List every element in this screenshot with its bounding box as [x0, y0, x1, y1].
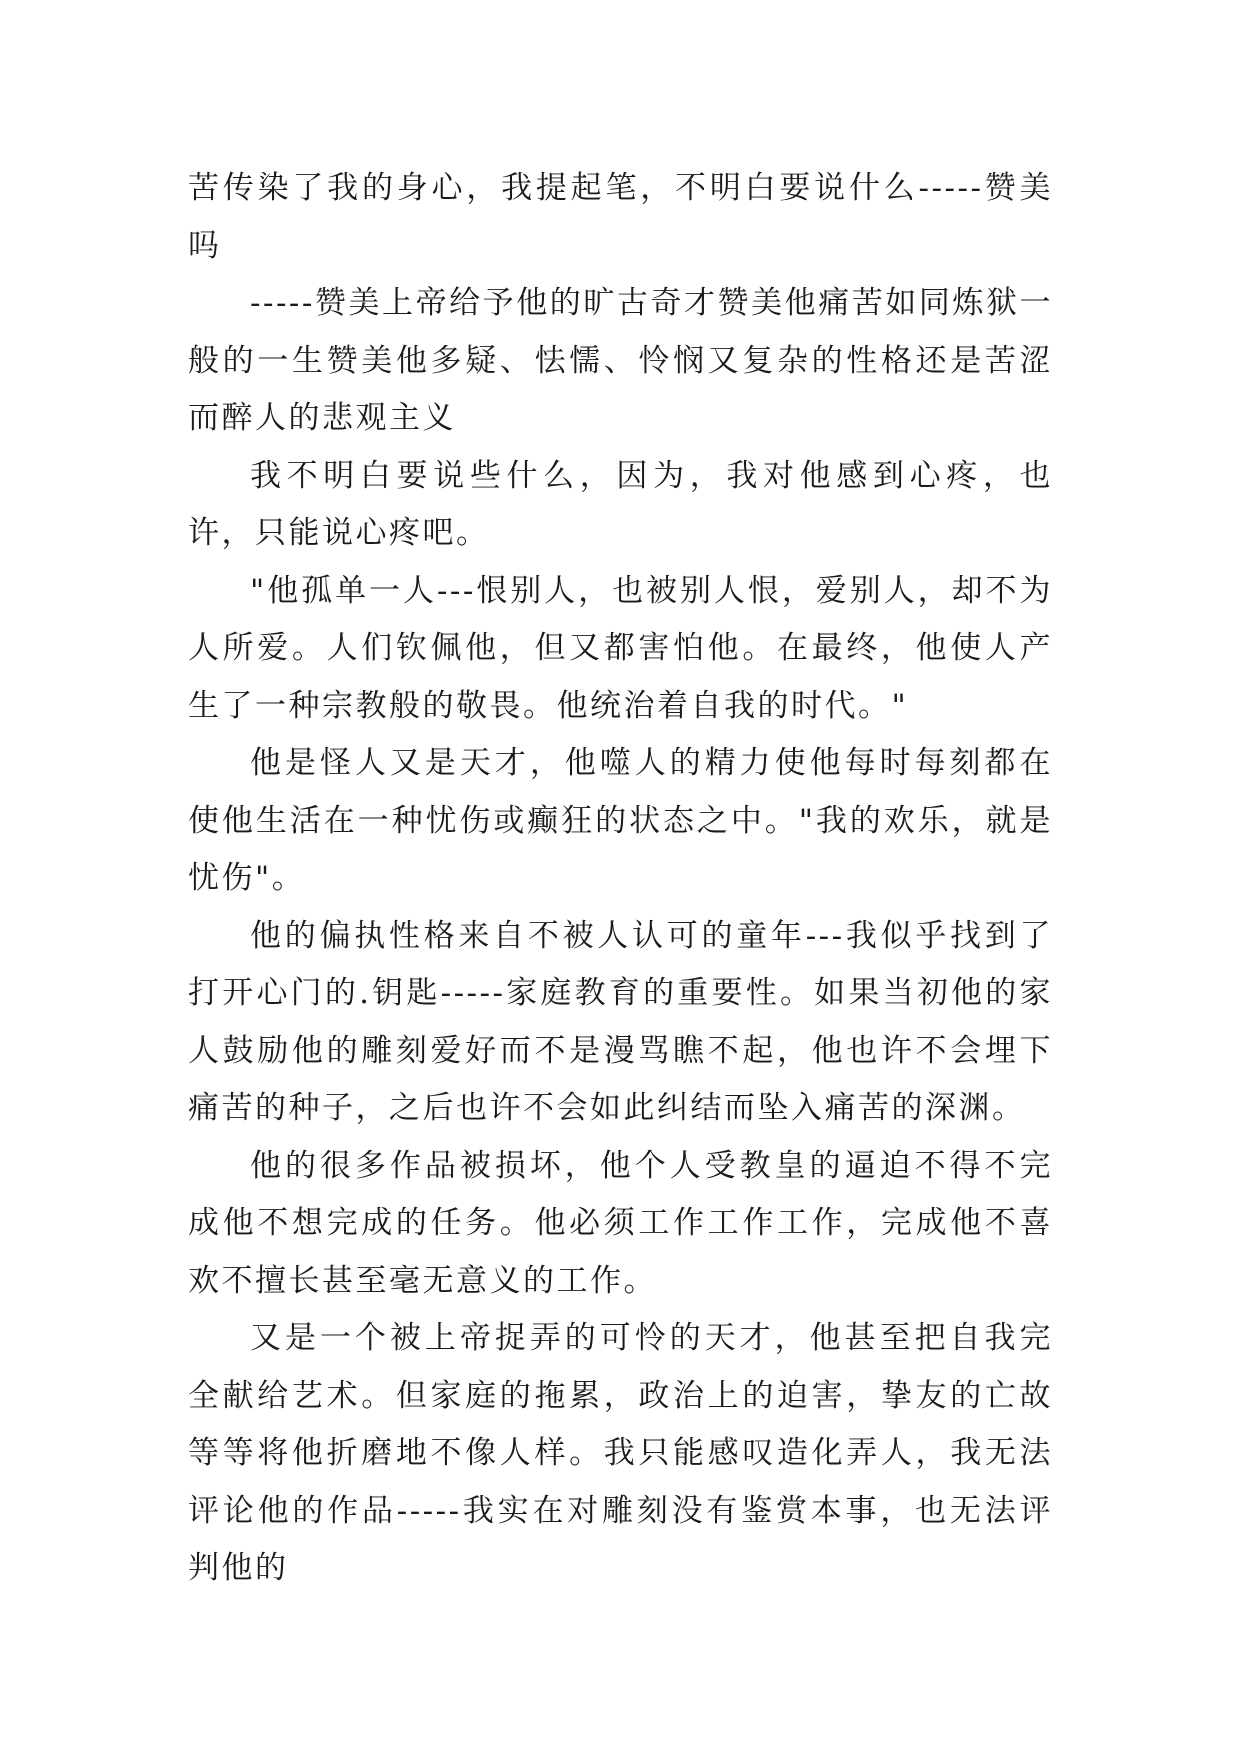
paragraph-1: 苦传染了我的身心，我提起笔，不明白要说什么-----赞美吗 — [188, 170, 1053, 264]
paragraph-5: 他是怪人又是天才，他噬人的精力使他每时每刻都在使他生活在一种忧伤或癫狂的状态之中。"我的欢乐，就是忧伤"。 — [188, 745, 1053, 896]
paragraph-7: 他的很多作品被损坏，他个人受教皇的逼迫不得不完成他不想完成的任务。他必须工作工作工作，完成他不喜欢不擅长甚至毫无意义的工作。 — [188, 1147, 1053, 1299]
paragraph-2: -----赞美上帝给予他的旷古奇才赞美他痛苦如同炼狱一般的一生赞美他多疑、怯懦、怜悯又复杂的性格还是苦涩而醉人的悲观主义 — [188, 285, 1053, 436]
paragraph-4: "他孤单一人---恨别人，也被别人恨，爱别人，却不为人所爱。人们钦佩他，但又都害怕他。在最终，他使人产生了一种宗教般的敬畏。他统治着自我的时代。" — [188, 572, 1053, 724]
body-text — [188, 160, 1053, 1598]
paragraph-6: 他的偏执性格来自不被人认可的童年---我似乎找到了打开心门的.钥匙-----家庭教育的重要性。如果当初他的家人鼓励他的雕刻爱好而不是漫骂瞧不起，他也许不会埋下痛苦的种子，之后也许不会如此纠结而坠入痛苦的深渊。 — [188, 917, 1053, 1126]
paragraph-3: 我不明白要说些什么，因为，我对他感到心疼，也许，只能说心疼吧。 — [188, 457, 1053, 551]
paragraph-8: 又是一个被上帝捉弄的可怜的天才，他甚至把自我完全献给艺术。但家庭的拖累，政治上的迫害，挚友的亡故等等将他折磨地不像人样。我只能感叹造化弄人，我无法评论他的作品-----我实在对雕刻没有鉴赏本事，也无法评判他的 — [188, 1320, 1053, 1586]
